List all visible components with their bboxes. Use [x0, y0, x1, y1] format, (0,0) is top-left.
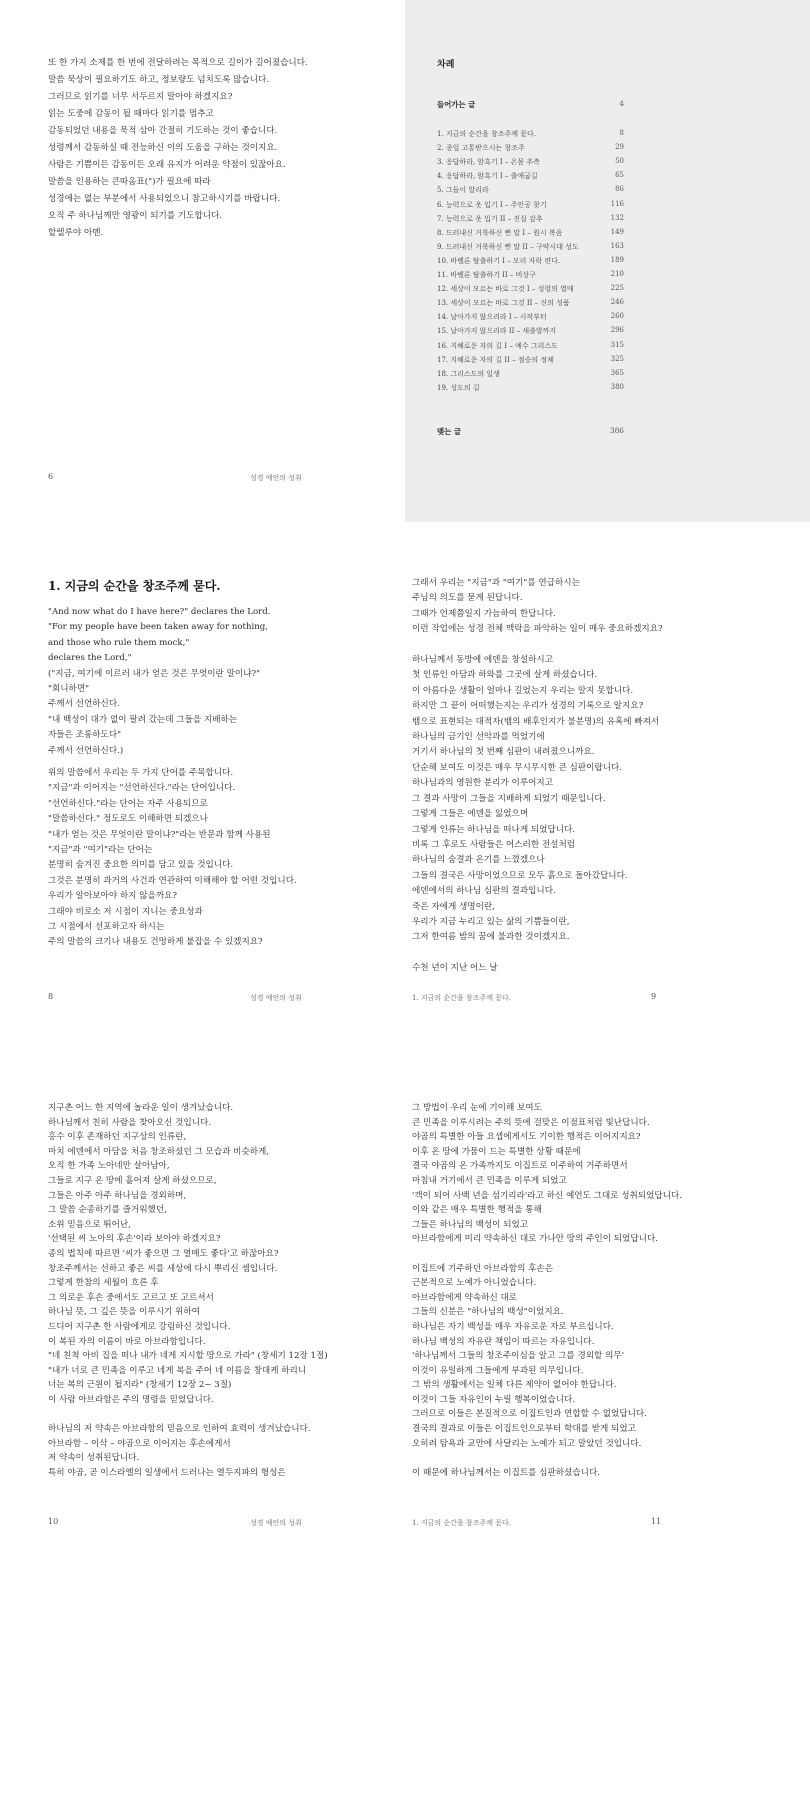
toc-label: 맺는 글 — [437, 427, 461, 436]
spread-3 — [0, 1085, 810, 1565]
toc-page: 246 — [610, 298, 624, 307]
toc-label: 5. 그들이 알리라 — [437, 186, 489, 195]
toc-page: 65 — [615, 171, 624, 180]
toc-title: 차례 — [437, 60, 455, 70]
toc-page: 315 — [610, 340, 624, 349]
toc-item — [437, 214, 624, 224]
toc-label: 17. 지혜로운 자의 길 II – 점승의 정체 — [437, 355, 554, 364]
page-number: 9 — [651, 992, 657, 1001]
toc-item — [437, 256, 624, 266]
toc-item — [437, 143, 624, 153]
toc-label: 3. 응답하라, 암흑기 I – 온몸 추측 — [437, 158, 540, 167]
toc-label: 14. 날아가지 않으리라 I – 시작부터 — [437, 313, 547, 322]
toc-page: 225 — [610, 284, 624, 293]
toc-page: 163 — [610, 241, 624, 250]
toc-page: 29 — [615, 143, 624, 152]
toc-label: 7. 능력으로 옷 입기 II – 진실 감추 — [437, 214, 543, 223]
toc-intro — [437, 99, 624, 110]
toc-label: 9. 드러내신 거룩하신 뻔 말 II – 구약시대 성도 — [437, 242, 579, 251]
toc-label: 12. 세상이 모르는 바로 그것 I – 성령의 열매 — [437, 285, 574, 294]
toc-item — [437, 242, 624, 252]
toc-label: 4. 응답하라, 암흑기 I – 출애굽길 — [437, 172, 538, 181]
toc-page: 380 — [610, 382, 624, 391]
toc-label: 8. 드러내신 거룩하신 뻔 말 I – 원시 복음 — [437, 228, 563, 237]
toc-item — [437, 185, 624, 195]
toc-item — [437, 270, 624, 280]
toc-label: 1. 지금의 순간을 창조주께 묻다. — [437, 130, 536, 138]
toc-item — [437, 200, 624, 210]
toc-page: 296 — [610, 326, 624, 335]
running-header: 1. 지금의 순간을 창조주께 묻다. — [412, 994, 511, 1002]
toc-item — [437, 171, 624, 181]
toc-item — [437, 284, 624, 294]
body-text: 위의 말씀에서 우리는 두 가지 단어를 주목합니다. "지금"과 이어지는 "선언하신다."라는 단어입니다. "선언하신다."라는 단어는 자주 사용되므로 "말씀하신다." 정도로도 이해하면 되겠으나 "내가 얻는 것은 무엇이란 말이냐?"라는 반문과 함께 사용된 "지금"과 "여기"라는 단어는 분명히 숨겨진 중요한 의미를 담고 있을 것입니다. 그것은 분명히 과거의 사건과 연관하여 이해해야 할 어떤 것입니다. 우리가 알아보아야 하지 않을까요? 그래야 비로소 저 시점이 지니는 중요성과 그 시점에서 선포하고자 하시는 주의 말씀의 크기나 내용도 건멍하게 붙잡을 수 있겠지요? — [48, 768, 297, 948]
page-number: 8 — [48, 992, 54, 1001]
toc-label: 6. 능력으로 옷 입기 I – 주인공 찾기 — [437, 200, 547, 209]
chapter-title: 1. 지금의 순간을 창조주께 묻다. — [48, 579, 221, 593]
page-number: 11 — [651, 1517, 662, 1526]
toc-label: 16. 지혜로운 자의 길 I – 예수 그리스도 — [437, 341, 558, 350]
epigraph: "And now what do I have here?" declares the Lord. "For my people have been taken away for nothing, and those who rule them mock," declares the Lord," ("지금, 여기에 이르러 내가 얻은 것은 무엇이란 말이냐?" "회니하면" 주께서 선언하신다. "내 백성이 대가 없이 팔려 갔는데 그들을 지배하는 자들은 조롱하도다" 주께서 선언하신다.) — [48, 607, 271, 756]
toc-item — [437, 369, 624, 379]
toc-label: 18. 그리스도의 일생 — [437, 369, 500, 378]
toc-page: 325 — [610, 354, 624, 363]
toc-item — [437, 355, 624, 365]
body-text: 지구촌 어느 한 지역에 놀라운 일이 생겨났습니다. 하나님께서 친히 사람을 찾아오신 것입니다. 홍수 이후 존재하던 지구상의 인류란, 마치 에덴에서 아담을 처음 창조하셨던 그 모습과 비슷하게, 오직 한 가족 노아네만 살아남아, 그들로 지구 온 땅에 흩어져 살게 하셨으므로, 그들은 아주 아주 하나님을 경외하며, 그 말씀 순종하기를 즐거워했던, 소위 믿음으로 뛰어난, '선택된 씨 노아의 후손'이라 보아야 하겠지요? 종의 법칙에 따르면 '씨가 좋으면 그 열매도 좋다'고 하잖아요? 창조주께서는 선하고 좋은 씨를 세상에 다시 뿌리신 셈입니다. 그렇게 한참의 세월이 흐른 후 그 의로운 후손 중에서도 고르고 또 고르셔서 하나님 뜻, 그 깊은 뜻을 이루시기 위하여 드디어 지구촌 한 사람에게로 강림하신 것입니다. 이 복된 자의 이름이 바로 아브라함입니다. "네 친척 아비 집을 떠나 내가 네게 지시할 땅으로 가라" (창세기 12장 1절) "내가 너로 큰 민족을 이루고 네게 복을 주어 네 이름을 창대케 하리니 너는 복의 근원이 될지라" (창세기 12장 2~ 3절) 이 사람 아브라함은 주의 명령을 믿었답니다. 하나님의 저 약속은 아브라함의 믿음으로 인하여 효력이 생겨났습니다. 아브라함 – 이삭 – 야곱으로 이어지는 후손에게서 저 약속이 성취된답니다. 특히 야곱, 곧 이스라엘의 일생에서 드러나는 열두지파의 형성은 — [48, 1103, 328, 1478]
body-text: 그래서 우리는 "지금"과 "여기"를 연급하시는 주님의 의도를 묻게 된답니다. 그때가 언제쯤일지 가늠하여 한답니다. 이런 작업에는 성경 전체 맥락을 파악하는 일이 매우 중요하겠지요? 하나님께서 동방에 에덴을 창설하시고 첫 인류인 아담과 하와를 그곳에 살게 하셨습니다. 이 아름다운 생활이 얼마나 길었는지 우리는 알지 못합니다. 하지만 그 끝이 어떠했는지는 우리가 성경의 기록으로 알지요? 뱀으로 표현되는 대적자(뱀의 배후인지가 불분명)의 유혹에 빠져서 하나님의 금기인 선악과를 먹었기에 거기서 하나님의 첫 번째 심판이 내려졌으니까요. 단순해 보여도 이것은 매우 무시무시한 큰 심판이랍니다. 하나님과의 영원한 분리가 이루어지고 그 결과 사망이 그들을 지배하게 되었기 때문입니다. 그렇게 그들은 에덴을 잃었으며 그렇게 인류는 하나님을 떠나게 되었답니다. 비록 그 후로도 사람들은 어스러한 전설처럼 하나님의 숨결과 온기를 느꼈겠으나 그들의 결국은 사망이었으므로 모두 흙으로 돌아갔답니다. 에덴에서의 하나님 심판의 결과입니다. 죽은 자에게 생명이란, 우리가 지금 누리고 있는 삶의 기쁨들이란, 그저 한여름 밤의 꿈에 불과한 것이겠지요. 수천 년이 지난 어느 날 — [412, 578, 663, 974]
toc-label: 10. 바벨론 탈출하기 I – 모리 자락 편다. — [437, 256, 561, 265]
toc-item — [437, 312, 624, 322]
toc-page: 210 — [610, 270, 624, 278]
body-text: 그 방법이 우리 눈에 기이해 보여도 큰 민족을 이루시려는 주의 뜻에 걸맞은 이점표처럼 빛난답니다. 야곱의 특별한 아들 요셉에게서도 기이한 행적은 이어지지요? 이후 온 땅에 가뭄이 드는 특별한 상황 때문에 결국 야곱의 온 가족까지도 이집트로 이주하여 거주하면서 마침내 거기에서 큰 민족을 이루게 되었고 '객이 되어 사백 년을 섬기리라'라고 하신 예언도 그대로 성취되었답니다. 이와 같은 매우 특별한 행적을 통해 그들은 하나님의 백성이 되었고 아브라함에게 미리 약속하신 대로 가나안 땅의 주인이 되었답니다. 이집트에 기주하던 아브라함의 후손은 근본적으로 노예가 아니었습니다. 아브라함에게 약속하신 대로 그들의 신분은 "하나님의 백성"이었지요. 하나님은 자기 백성을 매우 자유로운 자로 부르십니다. 하나님 백성의 자유란 책임이 따르는 자유입니다. '하나님께서 그들의 창조주이심을 알고 그를 경외할 의무' 이것이 유일하게 그들에게 부과된 의무입니다. 그 밖의 생활에서는 일체 다른 제약이 없어야 한답니다. 이것이 그들 자유인이 누릴 행복이었습니다. 그러므로 이들은 본질적으로 이집트인과 연합할 수 없었답니다. 결국의 결과로 이들은 이집트인으로부터 학대를 받게 되었고 오히려 탐욕과 교만에 사달리는 노예가 되고 말았던 것입니다. 이 때문에 하나님께서는 이집트를 심판하셨습니다. — [412, 1103, 683, 1478]
toc-page: 4 — [619, 99, 624, 108]
toc-item — [437, 157, 624, 167]
toc-label: 19. 성도의 길 — [437, 383, 480, 392]
toc-page: 8 — [619, 129, 624, 137]
toc-item — [437, 326, 624, 336]
toc-page: 86 — [615, 185, 624, 194]
page-9 — [405, 540, 810, 1020]
toc-item — [437, 341, 624, 351]
page-11 — [405, 1085, 810, 1565]
page-8 — [0, 540, 405, 1020]
page-number: 6 — [48, 472, 54, 481]
toc-item — [437, 129, 624, 139]
page-10 — [0, 1085, 405, 1565]
toc-page: 50 — [615, 157, 624, 166]
toc-page: 189 — [610, 255, 624, 264]
toc-outro — [437, 426, 624, 437]
toc-item — [437, 228, 624, 238]
toc-item — [437, 298, 624, 308]
toc-label: 11. 바벨론 탈출하기 II – 비상구 — [437, 271, 536, 279]
spread-2 — [0, 540, 810, 1020]
toc-label: 들어가는 글 — [437, 100, 476, 109]
running-header: 성경 예언의 성취 — [250, 474, 302, 482]
running-header: 1. 지금의 순간을 창조주께 묻다. — [412, 1519, 511, 1527]
toc-page: 116 — [610, 199, 624, 208]
toc-label: 13. 세상이 모르는 바로 그것 II – 신의 성품 — [437, 299, 570, 308]
spread-1 — [0, 0, 810, 522]
toc-page: 132 — [610, 213, 624, 222]
toc-page: 365 — [610, 368, 624, 377]
toc-label: 2. 종일 고통받으시는 창조주 — [437, 144, 525, 153]
page-6 — [0, 0, 405, 522]
toc-label: 15. 날아가지 않으리라 II – 새출발까지 — [437, 327, 557, 336]
page-number: 10 — [48, 1517, 59, 1526]
toc-item — [437, 383, 624, 393]
toc-page: 260 — [610, 312, 624, 321]
toc-page: 386 — [609, 426, 624, 435]
toc-page: 149 — [610, 227, 624, 236]
running-header: 성경 예언의 성취 — [250, 994, 302, 1002]
running-header: 성경 예언의 성취 — [250, 1519, 302, 1527]
body-text: 또 한 가지 소제를 한 번에 전달하려는 목적으로 길이가 길어졌습니다. 말씀 묵상이 필요하기도 하고, 정보량도 넘치도록 많습니다. 그러므로 읽기를 너무 서두르지 말아야 하겠지요? 읽는 도중에 감동이 될 때마다 읽기를 멈추고 감동되었던 내용을 묵적 삼아 간절히 기도하는 것이 좋습니다. 성령께서 감동하실 때 전능하신 이의 도움을 구하는 것이지요. 사람은 기쁨이든 감동이든 오래 유지가 어려운 약점이 있잖아요. 말씀을 인용하는 큰따옴표(")가 필요에 따라 성경에는 없는 부분에서 사용되었으니 참고하시기를 바랍니다. 오직 주 하나님께만 영광이 되기를 기도합니다. 할렐루야 아멘. — [48, 58, 308, 238]
